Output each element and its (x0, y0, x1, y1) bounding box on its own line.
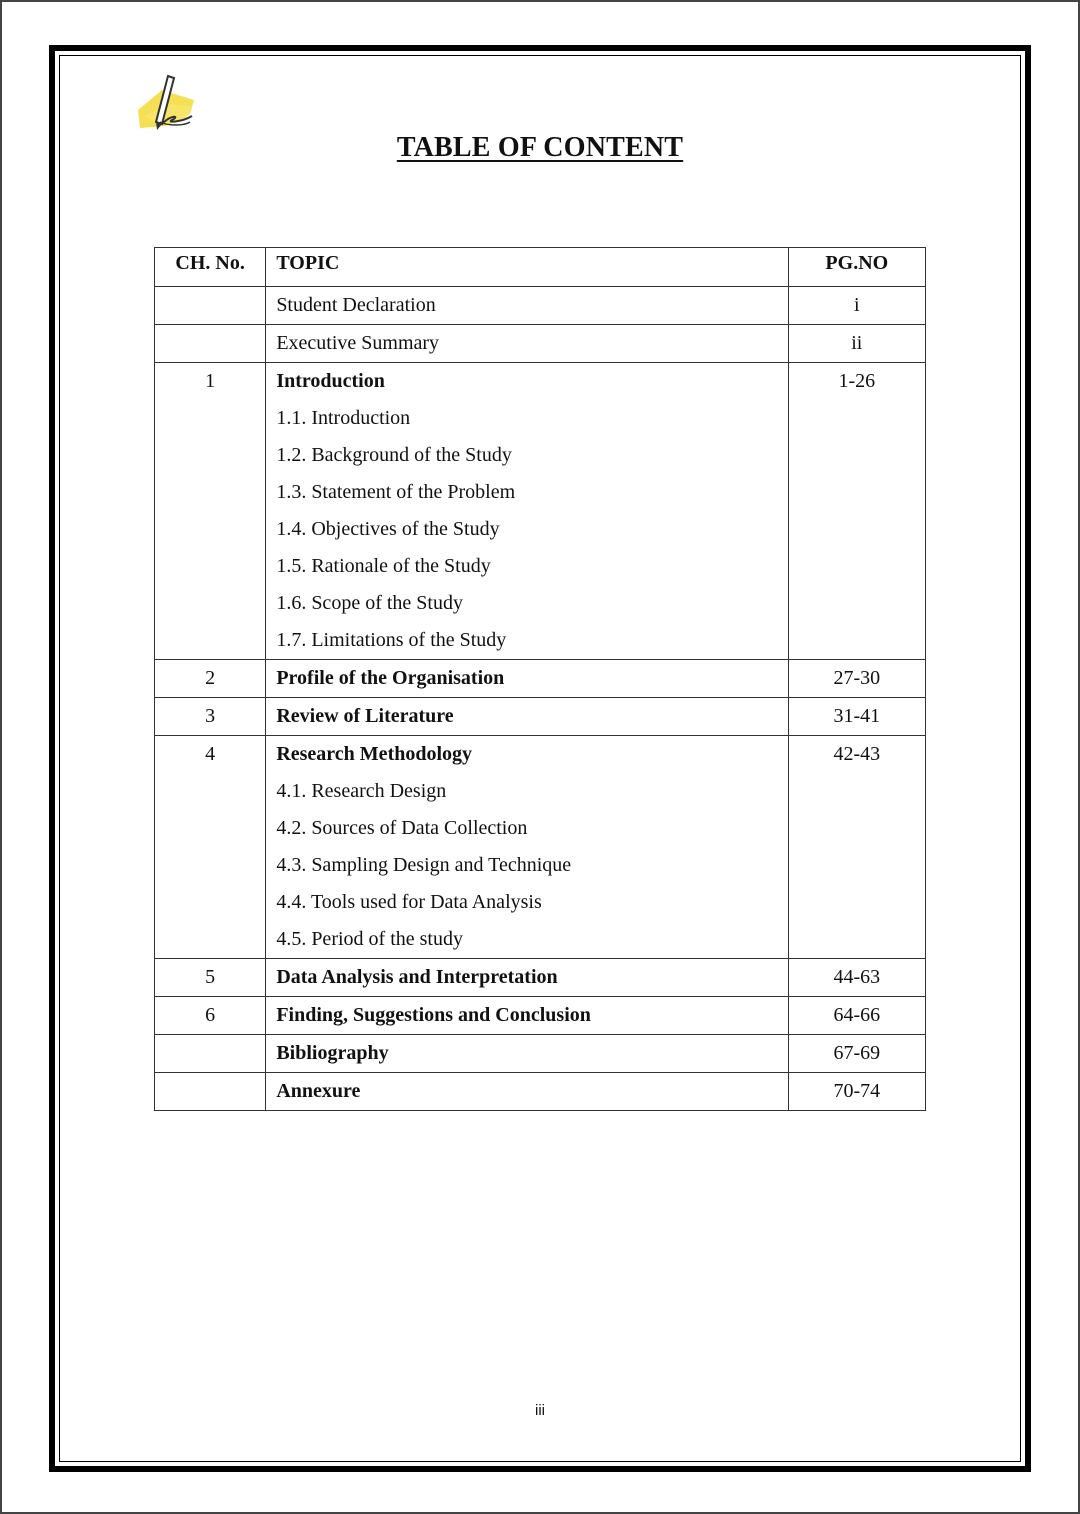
toc-row (155, 287, 926, 325)
chapter-number: 5 (155, 959, 266, 997)
pen-writing-icon (132, 70, 202, 132)
topic-title: Student Declaration (276, 294, 436, 316)
topic-cell (266, 997, 788, 1035)
topic-cell (266, 325, 788, 363)
chapter-number: 3 (155, 698, 266, 736)
subtopic-item: 1.6. Scope of the Study (276, 592, 463, 614)
topic-title: Profile of the Organisation (276, 667, 505, 689)
topic-cell (266, 1035, 788, 1073)
header-topic: TOPIC (266, 248, 788, 287)
topic-cell (266, 660, 788, 698)
topic-title: Data Analysis and Interpretation (276, 966, 558, 988)
page-number: iii (535, 1402, 545, 1419)
page-range: 1-26 (788, 363, 925, 660)
toc-body (155, 287, 926, 1111)
topic-title: Introduction (276, 370, 385, 392)
toc-row (155, 660, 926, 698)
topic-title: Review of Literature (276, 705, 454, 727)
subtopic-item: 1.4. Objectives of the Study (276, 518, 500, 540)
subtopic-item: 1.2. Background of the Study (276, 444, 512, 466)
toc-row (155, 736, 926, 959)
toc-header-row (155, 248, 926, 287)
page-range: 44-63 (788, 959, 925, 997)
subtopic-item: 4.3. Sampling Design and Technique (276, 854, 572, 876)
page-range: 27-30 (788, 660, 925, 698)
subtopic-item: 4.2. Sources of Data Collection (276, 817, 528, 839)
chapter-number: 4 (155, 736, 266, 959)
topic-cell (266, 287, 788, 325)
topic-title: Bibliography (276, 1042, 389, 1064)
chapter-number: 6 (155, 997, 266, 1035)
page-range: 42-43 (788, 736, 925, 959)
chapter-number (155, 1035, 266, 1073)
page-range: 64-66 (788, 997, 925, 1035)
subtopic-item: 4.4. Tools used for Data Analysis (276, 891, 542, 913)
toc-row (155, 363, 926, 660)
topic-title: Executive Summary (276, 332, 440, 354)
subtopic-item: 1.7. Limitations of the Study (276, 629, 507, 651)
page-title: TABLE OF CONTENT (396, 132, 684, 163)
toc-row (155, 1035, 926, 1073)
subtopic-item: 4.1. Research Design (276, 780, 447, 802)
toc-row (155, 959, 926, 997)
toc-row (155, 1073, 926, 1111)
subtopic-item: 1.1. Introduction (276, 407, 411, 429)
chapter-number: 2 (155, 660, 266, 698)
page-range: ii (788, 325, 925, 363)
page-range: 70-74 (788, 1073, 925, 1111)
topic-cell (266, 1073, 788, 1111)
topic-cell (266, 698, 788, 736)
toc-row (155, 997, 926, 1035)
page-range: 67-69 (788, 1035, 925, 1073)
topic-title: Research Methodology (276, 743, 473, 765)
subtopic-item: 1.3. Statement of the Problem (276, 481, 516, 503)
toc-table (154, 247, 926, 1111)
topic-cell (266, 736, 788, 959)
topic-cell (266, 959, 788, 997)
topic-title: Annexure (276, 1080, 361, 1102)
topic-title: Finding, Suggestions and Conclusion (276, 1004, 591, 1026)
topic-cell (266, 363, 788, 660)
chapter-number: 1 (155, 363, 266, 660)
subtopic-item: 1.5. Rationale of the Study (276, 555, 491, 577)
subtopic-item: 4.5. Period of the study (276, 928, 463, 950)
toc-row (155, 698, 926, 736)
chapter-number (155, 325, 266, 363)
page-range: 31-41 (788, 698, 925, 736)
chapter-number (155, 287, 266, 325)
toc-row (155, 325, 926, 363)
header-pg-no: PG.NO (788, 248, 925, 287)
header-ch-no: CH. No. (155, 248, 266, 287)
page-range: i (788, 287, 925, 325)
chapter-number (155, 1073, 266, 1111)
